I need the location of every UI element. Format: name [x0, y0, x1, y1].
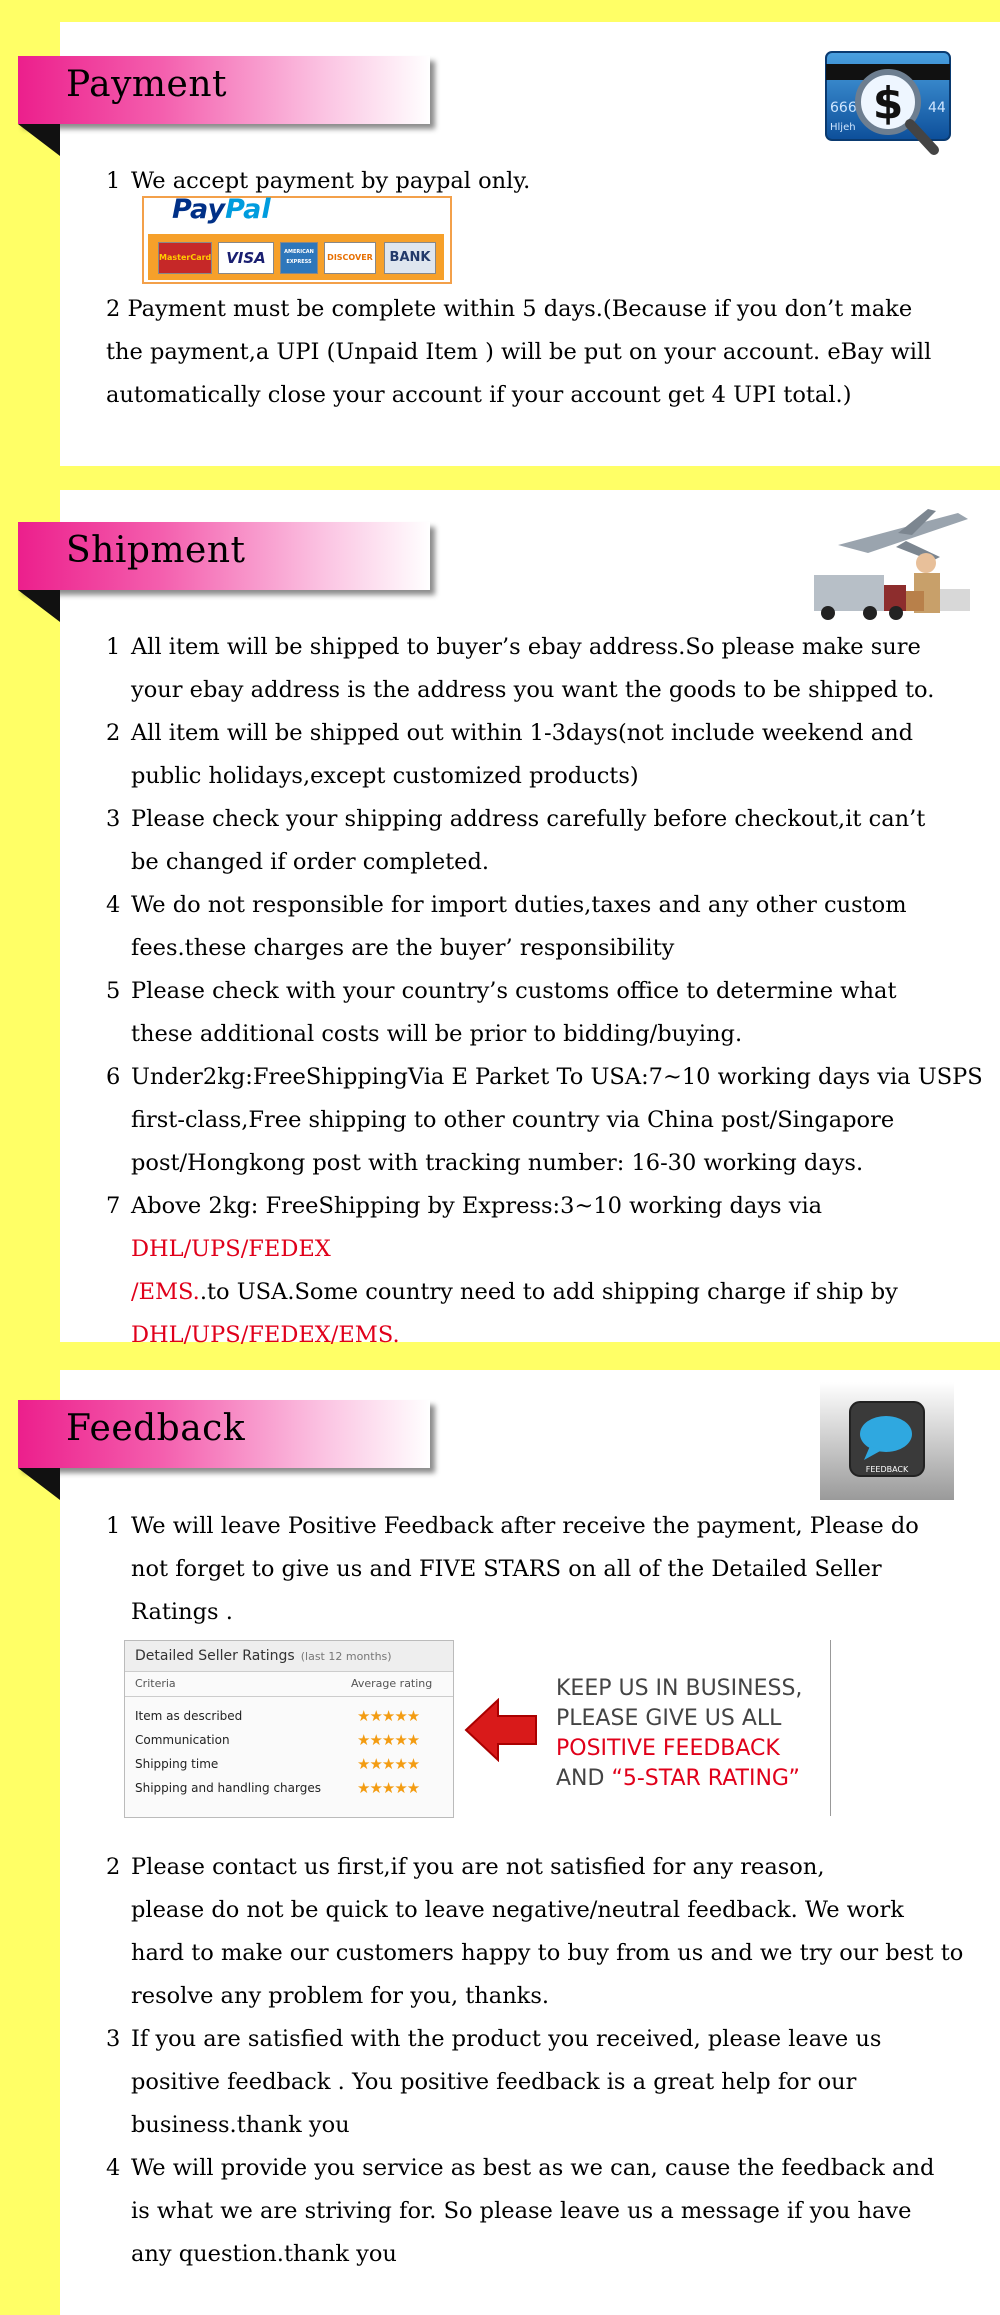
feedback-list-top: [106, 1505, 996, 1634]
svg-text:666: 666: [830, 100, 857, 116]
cargo-plane-truck-courier-icon: [808, 505, 974, 621]
svg-text:FEEDBACK: FEEDBACK: [865, 1465, 909, 1474]
svg-text:$: $: [872, 78, 904, 129]
paypal-logo: PayPal: [172, 194, 271, 225]
shipment-title: Shipment: [66, 530, 246, 571]
feedback-request-message: KEEP US IN BUSINESS, PLEASE GIVE US ALL POSITIVE FEEDBACK AND “5-STAR RATING”: [556, 1676, 803, 1791]
payment-list-2: 2 Payment must be complete within 5 days.(Because if you don’t make the payment,a UPI (Unpaid Item ) will be put on your account. eBay will automatically close your account if your account get 4 UPI total.): [106, 288, 996, 417]
list-item: 2 Payment must be complete within 5 days.(Because if you don’t make: [106, 296, 913, 322]
rating-row: Communication ★★★★★: [135, 1731, 420, 1749]
list-item: 3 Please check your shipping address carefully before checkout,it can’t be changed if order completed.: [106, 806, 926, 875]
list-item: 1 We accept payment by paypal only.: [106, 168, 531, 194]
shipment-header: [18, 522, 430, 590]
red-left-arrow-icon: [464, 1698, 538, 1762]
list-item: 3 If you are satisfied with the product you received, please leave us positive feedback . You positive feedback is a great help for our business.thank you: [106, 2026, 882, 2138]
seller-ratings-banner: [124, 1640, 832, 1818]
bank-icon: BANK: [384, 242, 436, 274]
payment-cards: [148, 234, 444, 280]
speech-bubble-feedback-icon: [820, 1382, 954, 1500]
payment-header: [18, 56, 430, 124]
list-item: 1 All item will be shipped to buyer’s ebay address.So please make sure your ebay address is the address you want the goods to be shipped to.: [106, 634, 935, 703]
list-item: 4 We do not responsible for import duties,taxes and any other custom fees.these charges are the buyer’ responsibility: [106, 892, 907, 961]
rating-row: Shipping time ★★★★★: [135, 1755, 420, 1773]
five-stars-icon: ★★★★★: [357, 1731, 420, 1749]
list-item: 4 We will provide you service as best as we can, cause the feedback and is what we are striving for. So please leave us a message if you have any question.thank you: [106, 2155, 935, 2267]
shipment-list: [106, 626, 996, 1357]
list-item: 1 We will leave Positive Feedback after receive the payment, Please do not forget to give us and FIVE STARS on all of the Detailed Seller Ratings .: [106, 1513, 919, 1625]
detailed-seller-ratings-box: Detailed Seller Ratings (last 12 months) Criteria Average rating Item as described ★★★★★ Communication ★★★★★ Shipping time ★★★★★ Shipping and handling charges ★★★★★: [124, 1640, 454, 1818]
left-strip: [0, 1370, 60, 2315]
five-stars-icon: ★★★★★: [357, 1779, 420, 1797]
list-item: 7 Above 2kg: FreeShipping by Express:3~10 working days via DHL/UPS/FEDEX /EMS..to USA.Some country need to add shipping charge if ship by DHL/UPS/FEDEX/EMS.: [106, 1193, 898, 1348]
svg-text:Hljeh: Hljeh: [830, 122, 856, 133]
list-item: 2 All item will be shipped out within 1-3days(not include weekend and public holidays,except customized products): [106, 720, 914, 789]
paypal-badge: [142, 196, 452, 284]
payment-title: Payment: [66, 64, 227, 105]
discover-icon: DISCOVER: [324, 242, 376, 274]
header-fold: [18, 1468, 60, 1500]
rating-row: Shipping and handling charges ★★★★★: [135, 1779, 420, 1797]
amex-icon: AMERICAN EXPRESS: [280, 242, 318, 274]
feedback-header: [18, 1400, 430, 1468]
feedback-list-bottom: [106, 1846, 996, 2276]
feedback-title: Feedback: [66, 1408, 246, 1449]
list-item: 5 Please check with your country’s customs office to determine what these additional costs will be prior to bidding/buying.: [106, 978, 897, 1047]
mastercard-icon: MasterCard: [158, 242, 212, 274]
five-stars-icon: ★★★★★: [357, 1755, 420, 1773]
credit-card-dollar-magnifier-icon: [824, 50, 954, 160]
visa-icon: VISA: [218, 242, 274, 274]
list-item: 6 Under2kg:FreeShippingVia E Parket To USA:7~10 working days via USPS first-class,Free shipping to other country via China post/Singapore post/Hongkong post with tracking number: 16-30 working days.: [106, 1064, 983, 1176]
header-fold: [18, 124, 60, 156]
rating-row: Item as described ★★★★★: [135, 1707, 420, 1725]
list-item: 2 Please contact us first,if you are not satisfied for any reason, please do not be quick to leave negative/neutral feedback. We work hard to make our customers happy to buy from us and we try our best to resolve any problem for you, thanks.: [106, 1854, 964, 2009]
five-stars-icon: ★★★★★: [357, 1707, 420, 1725]
header-fold: [18, 590, 60, 622]
svg-text:44: 44: [928, 100, 946, 116]
